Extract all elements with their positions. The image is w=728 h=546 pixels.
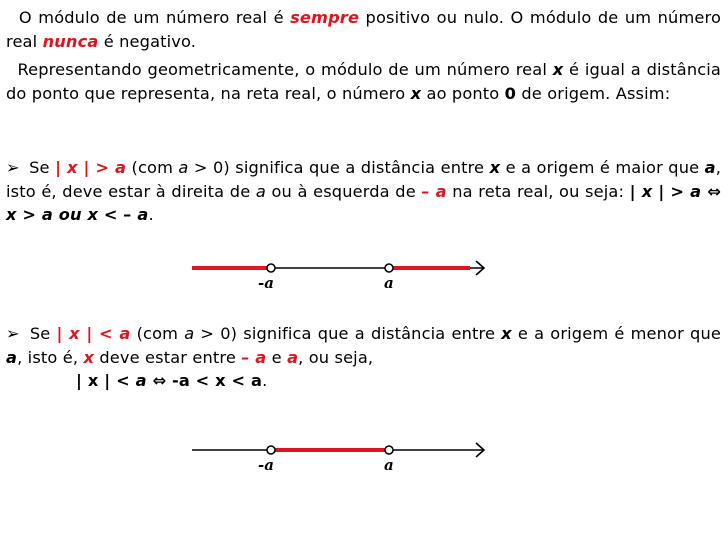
b2-t2: > 0) significa que a distância entre [194,324,502,343]
b1-t1: (com [126,158,179,177]
sempre-word: sempre [290,8,360,27]
b2-end: . [262,371,268,390]
label-a: a [384,274,394,292]
bullet-arrow-icon: ➢ [6,158,20,177]
open-point-a [385,446,393,454]
b2-a1: a [184,324,195,343]
number-line-outside [192,261,484,292]
b1-neg-a: – a [421,181,447,201]
b2-t7: , ou seja, [298,347,374,367]
b2-neg-a: – a [241,347,267,367]
b1-t2: > 0) significa que a distância entre [188,158,490,177]
b2-result-a: a [135,371,147,390]
b1-result: | x | > a ⇔ x > a ou x < – a [6,181,721,224]
b1-condition: | x | > a [55,158,127,177]
bullet-arrow-icon: ➢ [6,324,20,343]
b2-x2: x [83,347,95,367]
b1-end: . [148,205,154,224]
b1-a3: a [255,181,266,201]
label-neg-a: -a [258,274,274,292]
p2-x2: x [410,83,422,103]
b2-se: Se [29,324,57,343]
b2-a3: a [287,347,299,367]
p2-zero: 0 [504,83,517,103]
b2-result-pre: | x | < [76,371,136,390]
number-line-inside [192,443,484,474]
b2-t6: e [266,347,288,367]
b1-t6: na reta real, ou seja: [446,181,630,201]
b2-t4: , isto é, [17,347,84,367]
b1-t3: e a origem é maior que [500,158,705,177]
open-point-neg-a [267,446,275,454]
p2-post: de origem. Assim: [516,83,671,103]
b1-a2: a [704,158,716,177]
p2-mid2: ao ponto [421,83,505,103]
b2-a2: a [6,347,18,367]
b1-a1: a [178,158,189,177]
p2-x1: x [552,60,564,79]
p2-mid: é igual a distância do ponto que representa, na reta real, o número [6,60,721,103]
b1-t5: ou à esquerda de [265,181,422,201]
b1-x1: x [489,158,501,177]
nunca-word: nunca [42,31,99,51]
p1-pre: O módulo de um número real é [18,8,291,27]
b2-t5: deve estar entre [94,347,242,367]
p1-mid: positivo ou nulo. O módulo de um número real [6,8,721,51]
b1-se: Se [29,158,56,177]
open-point-neg-a [267,264,275,272]
label-a: a [384,456,394,474]
p1-post: é negativo. [98,31,197,51]
b2-t1: (com [130,324,185,343]
b2-result-mid: ⇔ [146,371,172,390]
b2-x1: x [501,324,512,343]
p2-pre: Representando geometricamente, o módulo de um número real [17,60,553,79]
b2-result-rest: -a < x < a [171,371,263,390]
b2-t3: e a origem é menor que [511,324,721,343]
b2-condition: | x | < a [56,324,131,343]
label-neg-a: -a [258,456,274,474]
open-point-a [385,264,393,272]
b1-t4: , isto é, deve estar à direita de [6,158,721,201]
